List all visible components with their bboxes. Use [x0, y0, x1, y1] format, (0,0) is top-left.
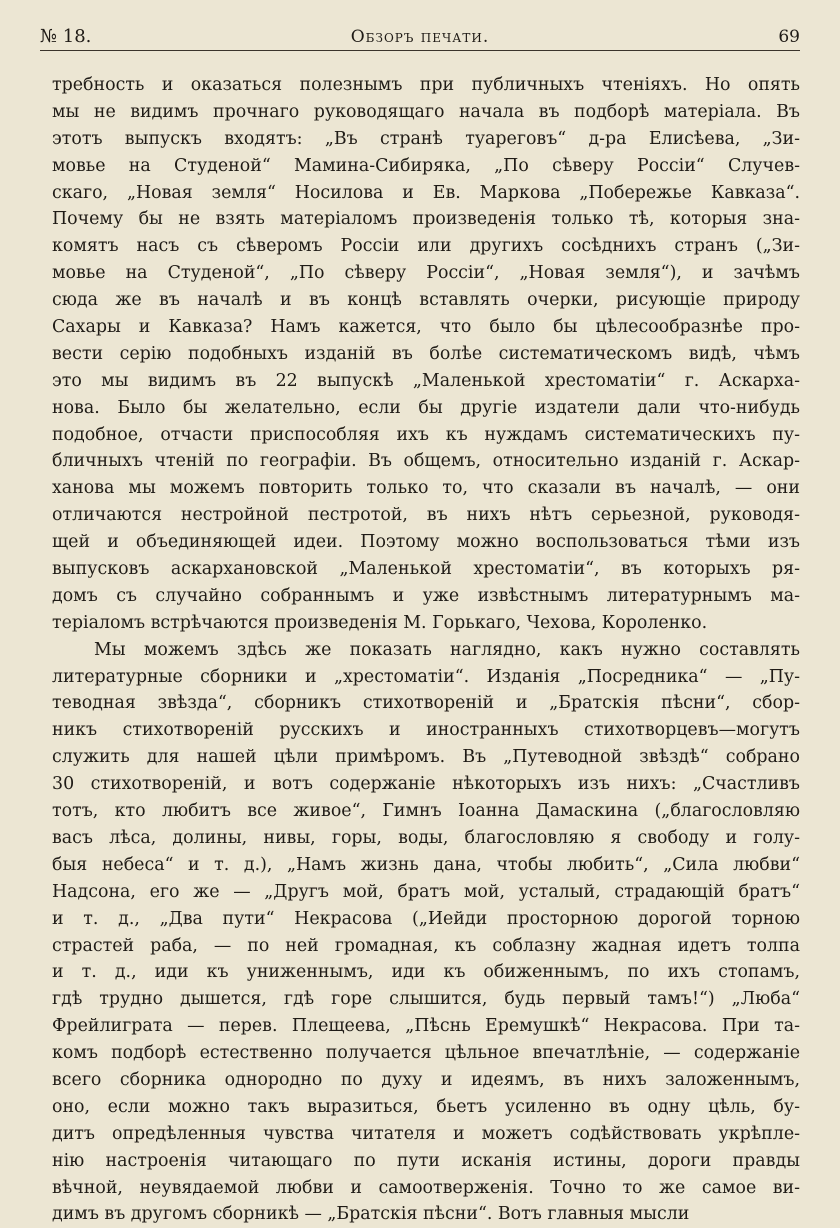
text-line: гдѣ трудно дышется, гдѣ горе слышится, будь первый тамъ!“) „Люба“ [52, 989, 800, 1010]
text-line: димъ въ другомъ сборникѣ — „Братскія пѣсни“. Вотъ главныя мысли [52, 1204, 690, 1225]
body-text [52, 72, 800, 1228]
section-title: Обзоръ печати. [350, 27, 490, 47]
text-line: всего сборника однородно по духу и идеямъ, въ нихъ заложеннымъ, [52, 1069, 800, 1090]
text-line: теводная звѣзда“, сборникъ стихотвореній и „Братскія пѣсни“, сбор- [52, 693, 800, 714]
text-line: это мы видимъ въ 22 выпускѣ „Маленькой хрестоматіи“ г. Аскарха- [52, 370, 800, 391]
text-line: Надсона, его же — „Другъ мой, братъ мой, усталый, страдающій братъ“ [52, 881, 800, 902]
text-line: вести серію подобныхъ изданій въ болѣе систематическомъ видѣ, чѣмъ [52, 343, 800, 364]
text-line: выпусковъ аскархановской „Маленькой хрестоматіи“, въ которыхъ ря- [52, 559, 800, 580]
text-line: домъ съ случайно собраннымъ и уже извѣстнымъ литературнымъ ма- [52, 585, 800, 606]
text-line: васъ лѣса, долины, нивы, горы, воды, благословляю я свободу и голу- [52, 827, 800, 848]
text-line: страстей раба, — по ней громадная, къ соблазну жадная идетъ толпа [52, 935, 800, 956]
text-line: мовье на Студеной“ Мамина-Сибиряка, „По сѣверу Россіи“ Случев- [52, 155, 800, 176]
text-line: Мы можемъ здѣсь же показать наглядно, какъ нужно составлять [94, 639, 800, 660]
text-line: служить для нашей цѣли примѣромъ. Въ „Путеводной звѣздѣ“ собрано [52, 747, 800, 768]
issue-number: № 18. [40, 26, 92, 47]
text-line: вѣчной, неувядаемой любви и самоотверженія. Точно то же самое ви- [52, 1177, 800, 1198]
text-line: комъ подборѣ естественно получается цѣльное впечатлѣніе, — содержаніе [52, 1043, 800, 1064]
text-line: оно, если можно такъ выразиться, бьетъ усиленно въ одну цѣль, бу- [52, 1096, 800, 1117]
text-line: нію настроенія читающаго по пути исканія истины, дороги правды [52, 1150, 800, 1171]
page-number: 69 [778, 27, 800, 47]
text-line: этотъ выпускъ входятъ: „Въ странѣ туареговъ“ д-ра Елисѣева, „Зи- [52, 128, 800, 149]
text-line: 30 стихотвореній, и вотъ содержаніе нѣкоторыхъ изъ нихъ: „Счастливъ [52, 774, 800, 795]
text-line: мы не видимъ прочнаго руководящаго начала въ подборѣ матеріала. Въ [52, 101, 800, 122]
text-line: комятъ насъ съ сѣверомъ Россіи или другихъ сосѣднихъ странъ („Зи- [52, 236, 800, 257]
text-line: требность и оказаться полезнымъ при публичныхъ чтеніяхъ. Но опять [52, 75, 800, 95]
text-line: дитъ опредѣленныя чувства читателя и можетъ содѣйствовать укрѣпле- [52, 1123, 800, 1144]
text-line: и т. д., иди къ униженнымъ, иди къ обиженнымъ, по ихъ стопамъ, [52, 962, 800, 983]
text-line: литературные сборники и „хрестоматіи“. Изданія „Посредника“ — „Пу- [52, 666, 800, 687]
text-line: Сахары и Кавказа? Намъ кажется, что было бы цѣлесообразнѣе про- [52, 317, 800, 338]
text-line: мовье на Студеной“, „По сѣверу Россіи“, „Новая земля“), и зачѣмъ [52, 263, 800, 284]
text-line: бличныхъ чтеній по географіи. Въ общемъ, относительно изданій г. Аскар- [52, 451, 800, 472]
text-line: Почему бы не взять матеріаломъ произведенія только тѣ, которыя зна- [52, 209, 800, 230]
text-line: ханова мы можемъ повторить только то, что сказали въ началѣ, — они [52, 478, 800, 499]
text-line: и т. д., „Два пути“ Некрасова („Иейди просторною дорогой торною [52, 908, 800, 929]
text-line: подобное, отчасти приспособляя ихъ къ нуждамъ систематическихъ пу- [52, 424, 800, 445]
text-line: Фрейлиграта — перев. Плещеева, „Пѣснь Еремушкѣ“ Некрасова. При та- [52, 1016, 800, 1037]
text-line: никъ стихотвореній русскихъ и иностранныхъ стихотворцевъ—могутъ [52, 720, 800, 741]
text-line: теріаломъ встрѣчаются произведенія М. Горькаго, Чехова, Короленко. [52, 612, 708, 633]
text-line: скаго, „Новая земля“ Носилова и Ев. Маркова „Побережье Кавказа“. [52, 182, 800, 203]
text-line: отличаются нестройной пестротой, въ нихъ нѣтъ серьезной, руководя- [52, 505, 800, 526]
text-line: тотъ, кто любитъ все живое“, Гимнъ Іоанна Дамаскина („благословляю [52, 801, 800, 822]
text-line: сюда же въ началѣ и въ концѣ вставлять очерки, рисующіе природу [52, 290, 800, 311]
running-header [40, 24, 800, 50]
text-line: нова. Было бы желательно, если бы другіе издатели дали что-нибудь [52, 397, 800, 418]
header-rule [40, 50, 800, 51]
text-line: щей и объединяющей идеи. Поэтому можно воспользоваться тѣми изъ [52, 532, 800, 553]
text-line: быя небеса“ и т. д.), „Намъ жизнь дана, чтобы любить“, „Сила любви“ [52, 854, 800, 875]
